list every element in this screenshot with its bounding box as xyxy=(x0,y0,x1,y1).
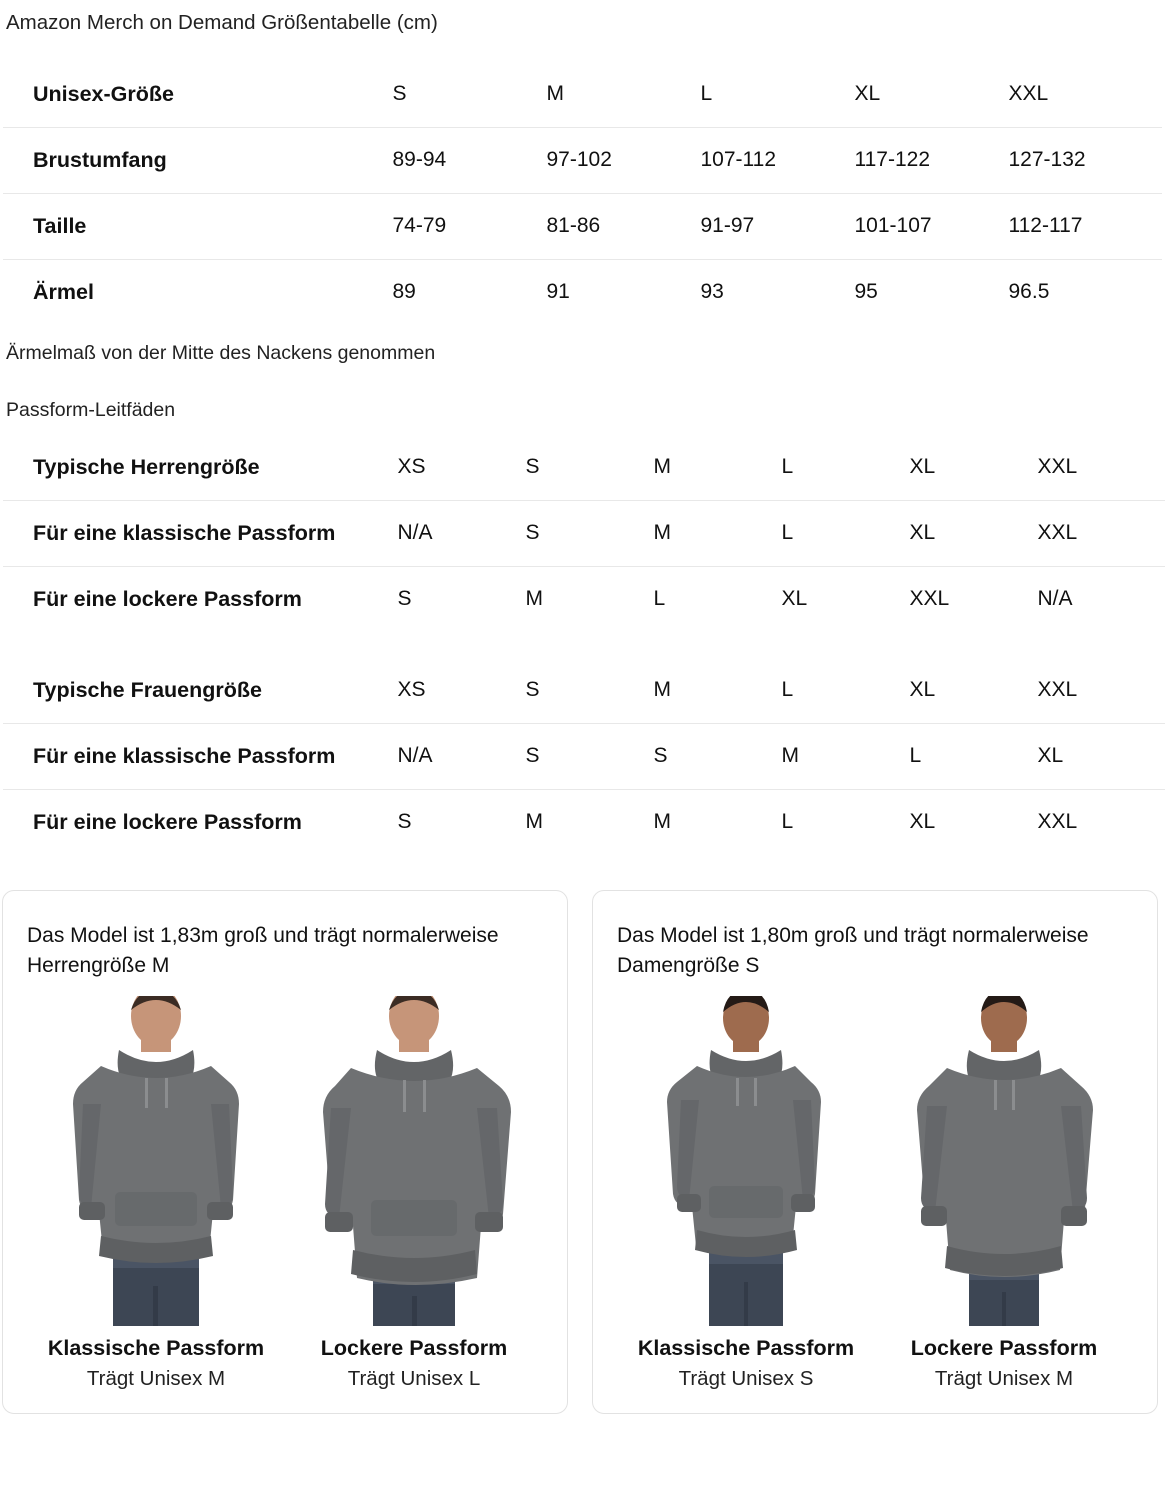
cell: 101-107 xyxy=(855,193,1009,259)
table-row xyxy=(3,500,1166,566)
cell: 93 xyxy=(700,280,724,304)
womens-model-card xyxy=(592,890,1158,1414)
cell: XXL xyxy=(1009,61,1163,127)
table-row xyxy=(3,259,1163,325)
cell: M xyxy=(654,434,782,500)
male-relaxed-fit-figure xyxy=(299,996,529,1326)
cell: 89-94 xyxy=(393,127,547,193)
fit-size: Trägt Unisex M xyxy=(934,1366,1074,1390)
cell: XL xyxy=(1038,723,1166,789)
cell: XL xyxy=(910,657,1038,723)
model-list xyxy=(27,992,543,1391)
cell: XL xyxy=(909,810,936,834)
row-label: Für eine klassische Passform xyxy=(3,500,398,566)
fit-size: Trägt Unisex S xyxy=(678,1366,814,1390)
cell: L xyxy=(701,61,855,127)
page-title: Amazon Merch on Demand Größentabelle (cm) xyxy=(6,11,438,34)
cell: M xyxy=(782,723,910,789)
cell: 117-122 xyxy=(855,127,1009,193)
cell: XS xyxy=(398,434,526,500)
cell: S xyxy=(526,500,654,566)
cell: 107-112 xyxy=(701,127,855,193)
female-classic-fit-figure xyxy=(631,996,861,1326)
size-chart-table xyxy=(2,61,1163,326)
cell: S xyxy=(393,61,547,127)
model-cards xyxy=(2,890,1165,1414)
cell: N/A xyxy=(398,500,526,566)
cell: 95 xyxy=(854,280,878,304)
cell: XXL xyxy=(1037,810,1078,834)
mens-model-card xyxy=(2,890,568,1414)
table-row xyxy=(3,61,1163,127)
card-title: Das Model ist 1,80m groß und trägt normalerweise Damengröße S xyxy=(617,923,1089,978)
cell: L xyxy=(782,500,910,566)
cell: XXL xyxy=(1038,500,1166,566)
cell: XL xyxy=(910,434,1038,500)
table-row xyxy=(3,723,1166,789)
cell: L xyxy=(653,587,666,611)
cell: S xyxy=(654,723,782,789)
cell: N/A xyxy=(398,723,526,789)
cell: XS xyxy=(398,657,526,723)
model-item xyxy=(32,992,280,1391)
fit-size: Trägt Unisex M xyxy=(86,1366,226,1390)
cell: XL xyxy=(855,61,1009,127)
table-row xyxy=(3,434,1166,500)
row-label: Typische Herrengröße xyxy=(3,434,398,500)
cell: M xyxy=(525,587,543,611)
row-label: Für eine lockere Passform xyxy=(33,809,302,834)
fit-size: Trägt Unisex L xyxy=(347,1366,481,1390)
cell: S xyxy=(526,657,654,723)
cell: S xyxy=(397,810,412,834)
row-label: Typische Frauengröße xyxy=(3,657,398,723)
cell: 91 xyxy=(546,280,570,304)
cell: XL xyxy=(910,500,1038,566)
cell: S xyxy=(526,434,654,500)
cell: N/A xyxy=(1037,587,1073,611)
cell: 74-79 xyxy=(393,193,547,259)
table-row xyxy=(3,789,1166,855)
model-list xyxy=(617,992,1133,1391)
cell: L xyxy=(781,810,794,834)
cell: 127-132 xyxy=(1009,127,1163,193)
model-item xyxy=(880,992,1128,1391)
cell: XXL xyxy=(1038,434,1166,500)
cell: 96.5 xyxy=(1008,280,1050,304)
cell: M xyxy=(654,657,782,723)
sleeve-measure-note: Ärmelmaß von der Mitte des Nackens genommen xyxy=(6,341,436,364)
table-row xyxy=(3,127,1163,193)
cell: XL xyxy=(781,587,808,611)
cell: 112-117 xyxy=(1009,193,1163,259)
cell: L xyxy=(782,657,910,723)
fit-name: Klassische Passform xyxy=(637,1335,855,1360)
row-label: Für eine lockere Passform xyxy=(33,586,302,611)
cell: 81-86 xyxy=(547,193,701,259)
table-row xyxy=(3,193,1163,259)
row-label: Unisex-Größe xyxy=(3,61,393,127)
cell: M xyxy=(547,61,701,127)
table-row xyxy=(3,657,1166,723)
cell: L xyxy=(782,434,910,500)
cell: M xyxy=(653,810,671,834)
fit-guide-label: Passform-Leitfäden xyxy=(6,398,176,421)
row-label: Brustumfang xyxy=(3,127,393,193)
cell: 97-102 xyxy=(547,127,701,193)
row-label: Ärmel xyxy=(33,279,94,304)
table-row xyxy=(3,566,1166,632)
cell: M xyxy=(654,500,782,566)
womens-fit-guide-table xyxy=(2,657,1166,856)
card-title: Das Model ist 1,83m groß und trägt normalerweise Herrengröße M xyxy=(27,923,499,978)
model-item xyxy=(290,992,538,1391)
cell: XXL xyxy=(1038,657,1166,723)
cell: S xyxy=(526,723,654,789)
cell: 89 xyxy=(392,280,416,304)
female-relaxed-fit-figure xyxy=(889,996,1119,1326)
cell: 91-97 xyxy=(701,193,855,259)
fit-name: Lockere Passform xyxy=(910,1335,1098,1360)
row-label: Taille xyxy=(3,193,393,259)
fit-name: Klassische Passform xyxy=(47,1335,265,1360)
cell: XXL xyxy=(909,587,950,611)
cell: L xyxy=(910,723,1038,789)
cell: S xyxy=(397,587,412,611)
fit-name: Lockere Passform xyxy=(320,1335,508,1360)
male-classic-fit-figure xyxy=(41,996,271,1326)
row-label: Für eine klassische Passform xyxy=(3,723,398,789)
cell: M xyxy=(525,810,543,834)
model-item xyxy=(622,992,870,1391)
mens-fit-guide-table xyxy=(2,434,1166,633)
